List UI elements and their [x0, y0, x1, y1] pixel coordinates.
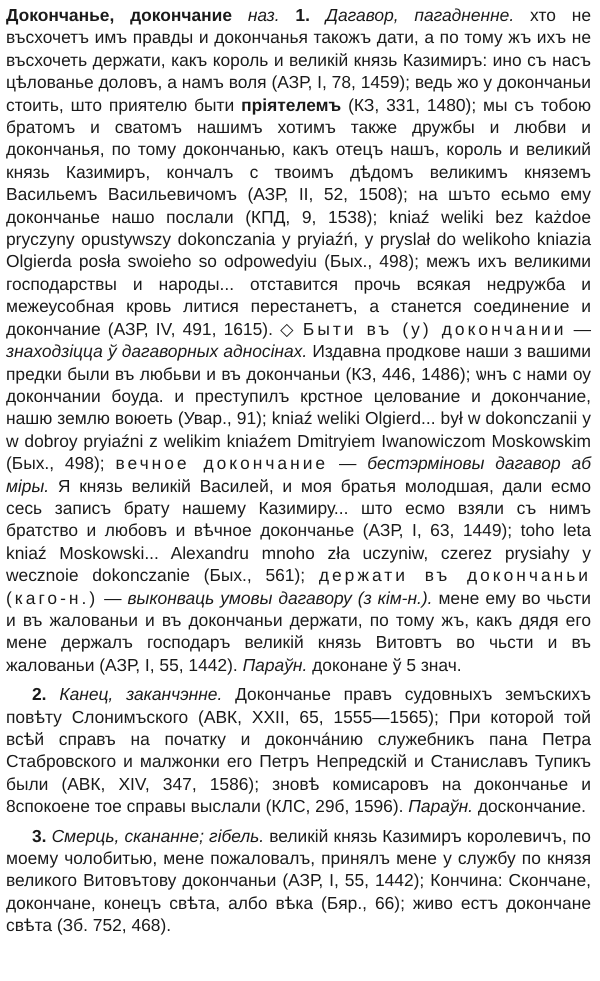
part-of-speech-label: наз.: [247, 5, 280, 25]
dictionary-entry: [6, 4, 591, 937]
sense-gloss: Канец, заканчэнне.: [59, 684, 223, 705]
entry-text: великiй князь Казимиръ королевичъ, по моему чолобитью, мене пожаловалъ, принялъ мене у службу по князя великого Витовътову докончаньи (АЗР, I, 55, 1442); Кончина: Скончане, докончане, конецъ свѣта, албо вѣка (Бяр., 66); живо естъ докончане свѣта (Зб. 752, 468).: [6, 825, 591, 936]
entry-text: —: [566, 318, 591, 339]
italic-gloss: бестэрмiновы дагавор аб мiры.: [6, 453, 591, 496]
sense-number: 3.: [32, 825, 47, 846]
entry-text: хто не въсхочетъ имъ правды и докончанья такожъ дати, а по тому жъ ихъ не въсхочеть держати, какъ король и великій князь Казимиръ: ино съ насъ цѣлованье доловъ, а намъ воля (АЗР, I, 78, 1459); ведь жо у докончаньи стоить, што приятелю быти: [6, 5, 591, 115]
italic-gloss: знаходзіцца ў дагаворных адносінах.: [6, 341, 308, 362]
italic-gloss: Параўн.: [408, 796, 474, 817]
entry-text: —: [328, 453, 368, 474]
italic-gloss: Параўн.: [242, 654, 308, 675]
entry-sense-3: [6, 825, 591, 937]
entry-text: Докончанье правъ судовныхъ земъскихъ повѣту Слонимъского (АВК, XXII, 65, 1555—1565); При которой той всѣй справъ на початку и доконча́нию служебникъ пана Петра Стабровского и малжонки его Петръ Непредскiй и Станиславъ Тупикъ были (АВК, XIV, 347, 1586); зновѣ комисаровъ на докончанье и 8спокоене тое справы выслали (КЛС, 29б, 1596).: [6, 684, 591, 817]
sense-number: 1.: [295, 5, 310, 25]
sense-number: 2.: [32, 684, 47, 705]
sense-body: [6, 5, 591, 675]
entry-text: Издавна продкове наши з вашими предки были въ любьви и въ докончаньи (КЗ, 446, 1486); ѡнъ с нами оу докончании боуда. и преступилъ крстное целование и докончание, нашю землю воюеть (Увар., 91); kniaź weliki Olgierd... był w dokonczanii y w dobroy pryiaźni z welikim kniaźem Dmitryiem Iwanowiczom Moskowskim (Бых., 498);: [6, 341, 591, 474]
entry-text: доконане ў 5 знач.: [307, 654, 462, 675]
spaced-phrase: держати въ докончаньи: [318, 565, 591, 586]
spaced-phrase: (каго-н.): [6, 587, 99, 608]
entry-text: Я князь великiй Василей, и моя братья молодшая, дали есмо сесь записъ брату нашему Казимиру... што есмо взяли съ нимъ братство и любовъ и вѣчное докончанье (АЗР, I, 63, 1449); toho leta kniaź Moskowski... Alexandru mnoho zła uczyniw, czerez prysiahy y wecznoie dokonczanie (Бых., 561);: [6, 475, 591, 586]
phrase-marker-glyph: ◇: [280, 318, 296, 339]
sense-gloss: Дагавор, пагадненне.: [325, 5, 515, 25]
entry-text: мене ему во чьсти и въ жалованьи и въ докончаньи держати, по тому жъ, какъ дядя его мене держалъ господаръ великiй князь Витовтъ во чьсти и въ жалованьи (АЗР, I, 55, 1442).: [6, 587, 591, 675]
entry-text: —: [98, 587, 128, 608]
entry-sense-1: [6, 4, 591, 676]
entry-headword: Докончанье, докончание: [6, 5, 232, 25]
italic-gloss: выконваць умовы дагавору (з кім-н.).: [127, 587, 433, 608]
entry-sense-2: [6, 683, 591, 817]
entry-text: доскончание.: [473, 796, 586, 817]
bold-term: прiятелемъ: [241, 94, 342, 115]
spaced-phrase: вечное докончание: [115, 453, 329, 474]
entry-text: [296, 319, 303, 339]
sense-gloss: Смерць, скананне; гібель.: [51, 825, 265, 846]
spaced-phrase: Быти въ (у) докончании: [302, 318, 567, 339]
entry-text: (КЗ, 331, 1480); мы съ тобою братомъ и сватомъ нашимъ хотимъ также дружбы и любви и докончанья, по тому докончанью, какъ отецъ нашъ, король и великий князь Казимиръ, кончалъ с твоимъ дѣдомъ великимъ княземъ Васильемъ Васильевичомъ (АЗР, II, 52, 1508); на шъто есьмо ему докончанье нашо послали (КПД, 9, 1538); kniaź weliki bez każdoe pryczyny opustywszy dokonczania y pryiaźń, y pryslał do welikoho kniazia Olgierda posła swoieho so odpowedyiu (Бых., 498); межъ ихъ великими господарствы и народы... отставится прочь всякая недружба и межеусобная кровь литися перестанетъ, а станется соединение и докончание (АЗР, IV, 491, 1615).: [6, 94, 591, 339]
